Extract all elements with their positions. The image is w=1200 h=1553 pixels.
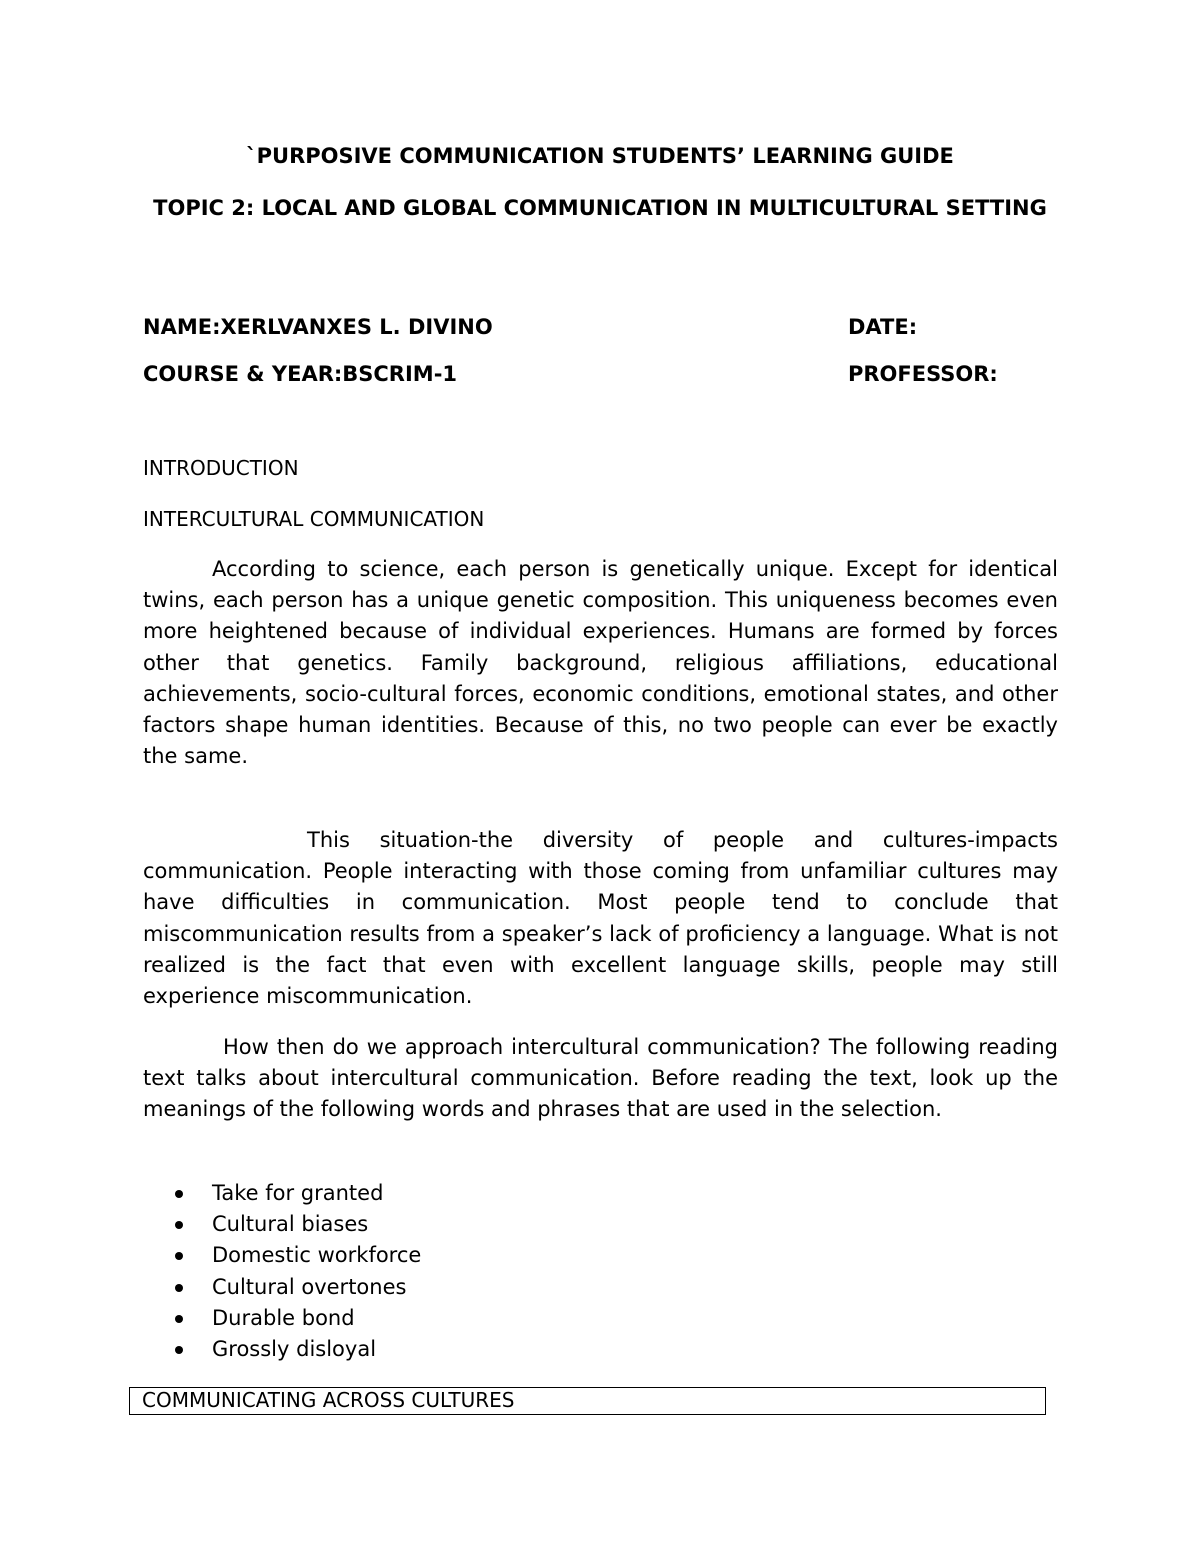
introduction-heading: INTRODUCTION <box>143 456 299 480</box>
date-field: DATE: <box>848 315 918 339</box>
vocabulary-term: Cultural biases <box>212 1212 369 1237</box>
document-title: `PURPOSIVE COMMUNICATION STUDENTS’ LEARNING GUIDE <box>246 144 954 168</box>
professor-field: PROFESSOR: <box>848 362 998 386</box>
list-item <box>143 1209 421 1240</box>
vocabulary-list <box>143 1178 421 1365</box>
bullet-icon <box>175 1284 183 1292</box>
list-item <box>143 1334 421 1365</box>
bullet-icon <box>175 1190 183 1198</box>
vocabulary-term: Take for granted <box>212 1181 384 1205</box>
paragraph-2: This situation-the diversity of people and cultures-impacts communication. People interacting with those coming from unfamiliar cultures may have difficulties in communication. Most people tend to conclude that miscommunication results from a speaker’s lack of proficiency a language. What is not realized is the fact that even with excellent language skills, people may still experience miscommunication. <box>143 828 1058 1009</box>
list-item <box>143 1272 421 1303</box>
section-box-title: COMMUNICATING ACROSS CULTURES <box>129 1387 1046 1415</box>
vocabulary-term: Grossly disloyal <box>212 1336 377 1361</box>
bullet-icon <box>175 1346 183 1354</box>
bullet-icon <box>175 1221 183 1229</box>
vocabulary-term: Cultural overtones <box>212 1274 407 1299</box>
list-item <box>143 1178 421 1209</box>
name-field: NAME:XERLVANXES L. DIVINO <box>143 315 493 339</box>
topic-title: TOPIC 2: LOCAL AND GLOBAL COMMUNICATION IN MULTICULTURAL SETTING <box>153 196 1047 220</box>
paragraph-1: According to science, each person is genetically unique. Except for identical twins, each person has a unique genetic composition. This uniqueness becomes even more heightened because of individual experiences. Humans are formed by forces other that genetics. Family background, religious affiliations, educational achievements, socio-cultural forces, economic conditions, emotional states, and other factors shape human identities. Because of this, no two people can ever be exactly the same. <box>143 557 1058 769</box>
list-item <box>143 1240 421 1271</box>
list-item <box>143 1303 421 1334</box>
bullet-icon <box>175 1315 183 1323</box>
course-field: COURSE & YEAR:BSCRIM-1 <box>143 362 458 386</box>
vocabulary-term: Durable bond <box>212 1305 355 1330</box>
bullet-icon <box>175 1252 183 1260</box>
intercultural-heading: INTERCULTURAL COMMUNICATION <box>143 507 485 531</box>
paragraph-3: How then do we approach intercultural communication? The following reading text talks about intercultural communication. Before reading the text, look up the meanings of the following words and phrases that are used in the selection. <box>143 1035 1058 1122</box>
vocabulary-term: Domestic workforce <box>212 1243 422 1268</box>
